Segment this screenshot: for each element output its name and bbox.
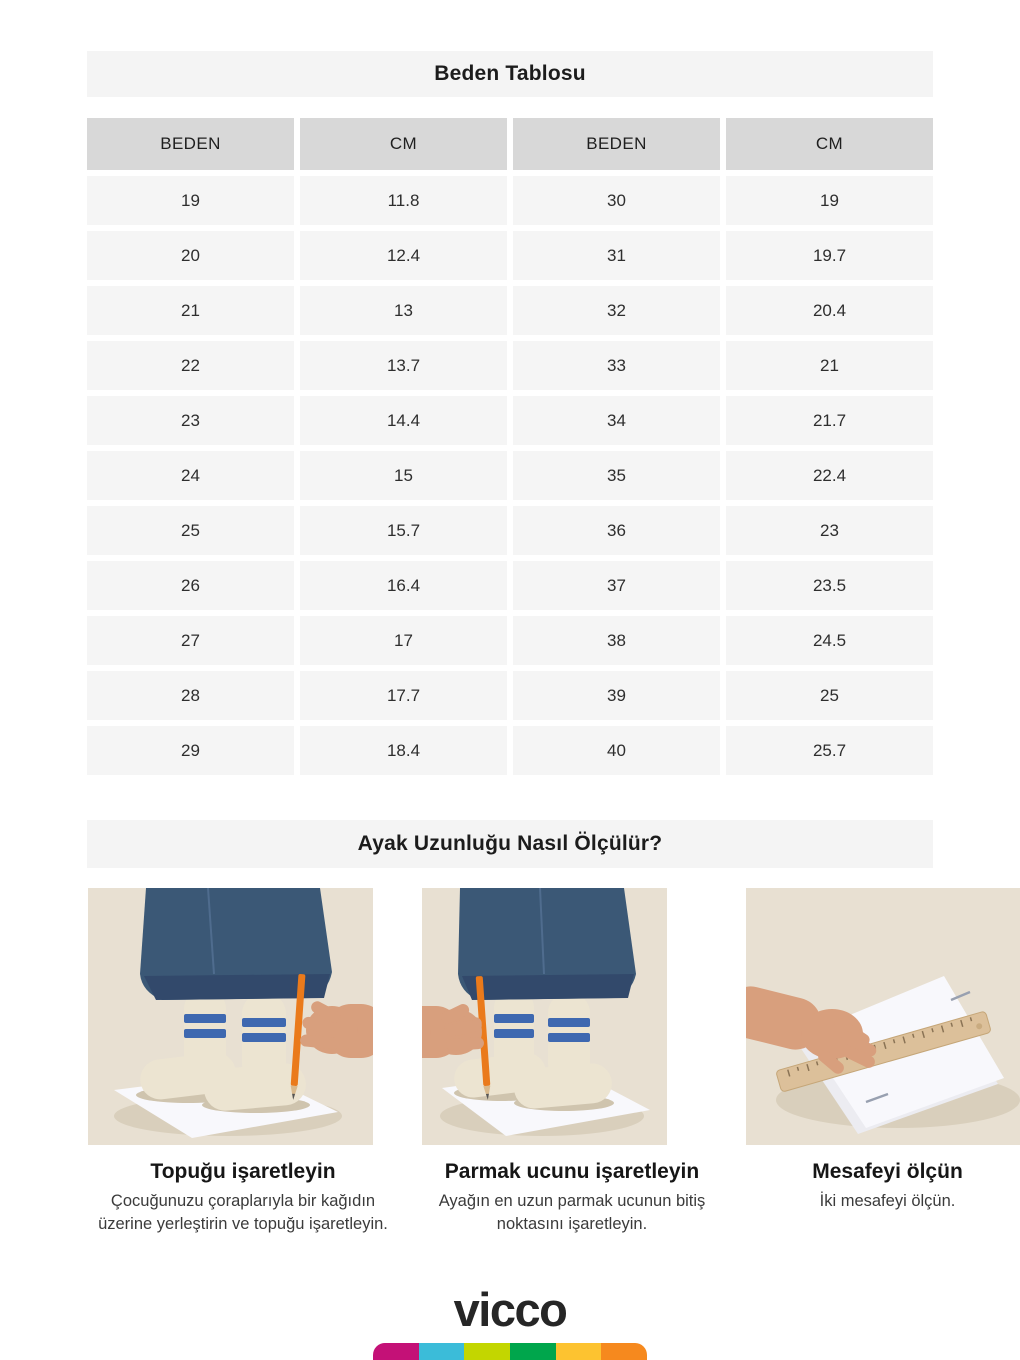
size-cell: 24.5 — [726, 616, 933, 665]
size-cell: 22.4 — [726, 451, 933, 500]
size-cell: 25.7 — [726, 726, 933, 775]
step-description: Çocuğunuzu çoraplarıyla bir kağıdın üzerine yerleştirin ve topuğu işaretleyin. — [98, 1192, 388, 1233]
size-cell: 13.7 — [300, 341, 507, 390]
size-cell: 38 — [513, 616, 720, 665]
size-cell: 35 — [513, 451, 720, 500]
step-caption — [88, 1159, 398, 1236]
step-caption — [758, 1159, 1018, 1213]
size-cell: 30 — [513, 176, 720, 225]
size-cell: 36 — [513, 506, 720, 555]
size-cell: 21 — [726, 341, 933, 390]
size-cell: 14.4 — [300, 396, 507, 445]
step-description: İki mesafeyi ölçün. — [819, 1192, 956, 1211]
color-bar-segment — [464, 1343, 510, 1360]
column-header: CM — [300, 118, 507, 170]
photo-mark-toe — [422, 888, 667, 1145]
size-cell: 18.4 — [300, 726, 507, 775]
size-cell: 21 — [87, 286, 294, 335]
column-header: BEDEN — [87, 118, 294, 170]
color-bar-segment — [510, 1343, 556, 1360]
color-bar-segment — [419, 1343, 465, 1360]
size-cell: 23 — [726, 506, 933, 555]
step-mark-heel — [88, 888, 398, 1236]
size-cell: 34 — [513, 396, 720, 445]
size-cell: 16.4 — [300, 561, 507, 610]
size-cell: 24 — [87, 451, 294, 500]
size-cell: 20 — [87, 231, 294, 280]
size-cell: 15 — [300, 451, 507, 500]
size-cell: 23.5 — [726, 561, 933, 610]
color-bar-segment — [601, 1343, 647, 1360]
step-heading: Topuğu işaretleyin — [150, 1160, 336, 1183]
size-cell: 22 — [87, 341, 294, 390]
size-cell: 23 — [87, 396, 294, 445]
photo-measure-ruler — [746, 888, 1020, 1145]
size-cell: 19 — [726, 176, 933, 225]
size-cell: 32 — [513, 286, 720, 335]
column-header: BEDEN — [513, 118, 720, 170]
step-mark-toe — [422, 888, 722, 1236]
size-cell: 40 — [513, 726, 720, 775]
step-heading: Parmak ucunu işaretleyin — [444, 1160, 700, 1183]
size-table-title: Beden Tablosu — [87, 51, 933, 97]
size-table-grid — [87, 118, 933, 775]
size-cell: 26 — [87, 561, 294, 610]
measure-steps — [0, 888, 1020, 1236]
size-cell: 20.4 — [726, 286, 933, 335]
column-header: CM — [726, 118, 933, 170]
step-heading: Mesafeyi ölçün — [812, 1160, 963, 1183]
size-cell: 13 — [300, 286, 507, 335]
size-cell: 37 — [513, 561, 720, 610]
size-cell: 33 — [513, 341, 720, 390]
size-cell: 25 — [726, 671, 933, 720]
measure-section-title: Ayak Uzunluğu Nasıl Ölçülür? — [87, 820, 933, 868]
photo-mark-heel — [88, 888, 373, 1145]
size-cell: 17 — [300, 616, 507, 665]
size-cell: 17.7 — [300, 671, 507, 720]
size-cell: 15.7 — [300, 506, 507, 555]
color-bar-segment — [373, 1343, 419, 1360]
vicco-logo: vicco — [453, 1282, 567, 1336]
size-cell: 39 — [513, 671, 720, 720]
color-bar-segment — [556, 1343, 602, 1360]
jeans — [458, 888, 636, 1000]
step-description: Ayağın en uzun parmak ucunun bitiş noktasını işaretleyin. — [438, 1192, 706, 1233]
size-cell: 11.8 — [300, 176, 507, 225]
size-cell: 25 — [87, 506, 294, 555]
size-cell: 28 — [87, 671, 294, 720]
size-cell: 19 — [87, 176, 294, 225]
brand-color-bar — [373, 1343, 647, 1360]
step-measure-distance — [746, 888, 1020, 1213]
size-cell: 12.4 — [300, 231, 507, 280]
size-cell: 29 — [87, 726, 294, 775]
size-cell: 27 — [87, 616, 294, 665]
step-caption — [422, 1159, 722, 1236]
size-cell: 19.7 — [726, 231, 933, 280]
size-cell: 31 — [513, 231, 720, 280]
size-cell: 21.7 — [726, 396, 933, 445]
